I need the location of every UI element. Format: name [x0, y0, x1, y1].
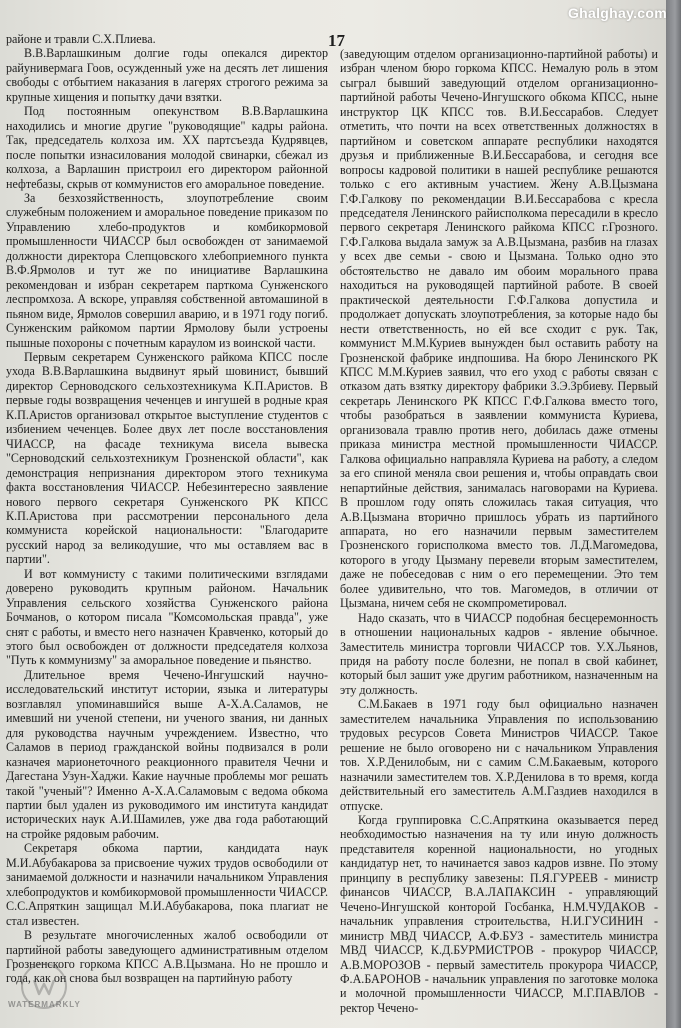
- left-column: [6, 32, 328, 986]
- paragraph: В результате многочисленных жалоб освободили от партийной работы заведующего административным отделом Грозненского горкома КПСС А.В.Цызмана. Но не прошло и года, как он снова был возвращен на партийную работу: [6, 928, 328, 986]
- right-column: [340, 47, 658, 1015]
- page-edge: [666, 0, 681, 1028]
- paragraph: И вот коммунисту с такими политическими взглядами доверено руководить крупным районом. Начальник Управления сельского хозяйства Сунженского района Бочманов, о котором писала "Комсомольская правда", уже снят с работы, и вместо него назначен Кравченко, который до этого был освобожден от должности председателя колхоза "Путь к коммунизму" за аморальное поведение и пьянство.: [6, 566, 328, 668]
- paragraph: Первым секретарем Сунженского райкома КПСС после ухода В.В.Варлашкина выдвинут ярый шовинист, бывший директор Серноводского сельхозтехникума К.П.Аристов. В первые годы возвращения чеченцев и ингушей в родные края К.П.Аристов организовал открытое выступление студентов с избиением чеченцев. Более двух лет после восстановления ЧИАССР, на фасаде техникума висела вывеска "Серноводский сельхозтехникум Грозненской области", как демонстрация непризнания директором этого техникума факта восстановления ЧИАССР. Небезинтересно заявление нового первого секретаря Сунженского РК КПСС К.П.Аристова при рассмотрении персонального дела коммуниста корейской национальности: "Благодарите русский народ за великодушие, что мы оставляем вас в партии".: [6, 349, 328, 567]
- paragraph: Когда группировка С.С.Апряткина оказывается перед необходимостью назначения на ту или иную должность представителя коренной национальности, но угодных кандидатур нет, то начинается завоз кадров извне. По этому принципу в республику завезены: П.Я.ГУРЕЕВ - министр финансов ЧИАССР, В.А.ЛАПАКСИН - управляющий Чечено-Ингушской конторой Госбанка, Н.М.ЧУДАКОВ - начальник управления строительства, Н.И.ГУСИНИН - министр МВД ЧИАССР, А.Ф.БУЗ - заместитель министра МВД ЧИАССР, К.Д.БУРМИСТРОВ - прокурор ЧИАССР, А.В.МОРОЗОВ - первый заместитель прокурора ЧИАССР, Ф.А.БАРОНОВ - начальник управления по заготовке молока и молочной промышленности ЧИАССР, М.Г.ПАВЛОВ - ректор Чечено-: [340, 813, 658, 1015]
- paragraph: Под постоянным опекунством В.В.Варлашкина находились и многие другие "руководящие" кадры района. Так, председатель колхоза им. XX партсъезда Кудрявцев, после попытки изнасилования молодой свинарки, сбежал из колхоза, а Варлашин пристроил его директором районной нефтебазы, скрыв от коммунистов его аморальное поведение.: [6, 104, 328, 191]
- paragraph: За безхозяйственность, злоупотребление своим служебным положением и аморальное поведение приказом по Управлению хлебо-продуктов и комбикормовой промышленности ЧИАССР был освобожден от занимаемой должности директора Слепцовского хлебоприемного пункта В.Ф.Ярмолов и тут же по инициативе Варлашкина рекомендован и избран секретарем парткома Сунженского леспромхоза. А вскоре, управляя собственной автомашиной в пьяном виде, Ярмолов совершил аварию, и в 1971 году погиб. Сунженским райкомом партии Ярмолову были устроены пышные похороны с почетным караулом из воинской части.: [6, 190, 328, 350]
- paragraph: (заведующим отделом организационно-партийной работы) и избран членом бюро горкома КПСС. Немалую роль в этом сыграл бывший заведующий отделом организационно-партийной работы Чечено-Ингушского обкома КПСС, ныне инструктор ЦК КПСС тов. В.И.Бессарабов. Следует отметить, что почти на всех ответственных должностях в партийном и советском аппарате республики находятся друзья и приближенные В.И.Бессарабова, и сегодня все вопросы кадровой политики в нашей республике решаются только с его активным участием. Жену А.В.Цызмана Г.Ф.Галкову по рекомендации В.И.Бессарабова с кресла председателя Ленинского райисполкома пересадили в кресло первого секретаря Ленинского райкома КПСС г.Грозного. Г.Ф.Галкова выдала замуж за А.В.Цызмана, разбив на глазах у всех две семьи - свою и Цызмана. Только одно это обстоятельство не давало им обоим морального права находиться на руководящей партийной работе. В своей практической деятельности Г.Ф.Галкова допустила и продолжает допускать злоупотребления, за которые надо бы нести ответственность, но ей все сходит с рук. Так, коммунист М.М.Куриев вынужден был оставить работу на Грозненской фабрике индпошива. На бюро Ленинского РК КПСС М.М.Куриев заявил, что его уход с работы связан с отказом дать взятку директору фабрики З.Э.Зрбиеву. Первый секретарь Ленинского РК КПСС Г.Ф.Галкова вместо того, чтобы разобраться в заявлении коммуниста Куриева, организовала травлю против него, добилась даже отмены приказа министра местной промышленности ЧИАССР. Галкова официально направляла Куриева на работу, а следом за его спиной меняла свои решения и, чтобы оправдать свои непартийные действия, занималась наговорами на Куриева. В прошлом году опять сложилась такая ситуация, что А.В.Цызмана вторично пришлось убрать из партийного аппарата, но его назначили первым заместителем Грозненского горисполкома вместо тов. Л.Д.Магомедова, которого в угоду Цызману перевели вторым заместителем, даже не побеседовав с ним о его перемещении. Это тем более удивительно, что тов. Магомедов, в отличии от Цызмана, ничем себя не скомпрометировал.: [340, 47, 658, 611]
- paragraph: Длительное время Чечено-Ингушский научно-исследовательский институт истории, языка и литературы возглавлял упоминавшийся выше А-Х.А.Саламов, не имевший ни ученой степени, ни ученого звания, ни данных для руководства научным учреждением. Известно, что Саламов в период гражданской войны подвизался в роли казначея марионеточного реакционного правителя Чечни и Дагестана Узун-Хаджи. Какие научные проблемы мог решать такой "ученый"? Именно А-Х.А.Саламовым с ведома обкома партии был удален из руководимого им института кандидат исторических наук А.И.Шамилев, уже два года работающий на стройке рядовым рабочим.: [6, 667, 328, 841]
- paragraph: С.М.Бакаев в 1971 году был официально назначен заместителем начальника Управления по использованию трудовых ресурсов Совета Министров ЧИАССР. Такое решение не было оговорено ни с начальником Управления тов. Х.Р.Денилобым, ни с самим С.М.Бакаевым, которого назначили заместителем тов. Х.Р.Денилова в то время, когда действительный его заместитель А.М.Газдиев находился в отпуске.: [340, 697, 658, 813]
- paragraph: В.В.Варлашкиным долгие годы опекался директор райунивермага Гоов, осужденный уже на десять лет лишения свободы с отбытием наказания в лагерях строгого режима за крупные хищения и попытку дачи взятки.: [6, 46, 328, 104]
- paragraph: Надо сказать, что в ЧИАССР подобная бесцеремонность в отношении национальных кадров - явление обычное. Заместитель министра торговли ЧИАССР тов. У.Х.Льянов, придя на работу после болезни, не попал в свой кабинет, который был зашит уже другим работником, назначенным на эту должность.: [340, 610, 658, 697]
- page-number: 17: [328, 31, 345, 50]
- paragraph: районе и травли С.Х.Плиева.: [6, 32, 156, 46]
- site-watermark: Ghalghay.com: [567, 5, 667, 21]
- watermark-badge-label: WATERMARKLY: [8, 1000, 81, 1009]
- paragraph: Секретаря обкома партии, кандидата наук М.И.Абубакарова за присвоение чужих трудов освободили от занимаемой должности и назначили начальником Управления хлебопродуктов и комбикормовой промышленности ЧИАССР. С.С.Апряткин защищал М.И.Абубакарова, пока плагиат не стал известен.: [6, 841, 328, 928]
